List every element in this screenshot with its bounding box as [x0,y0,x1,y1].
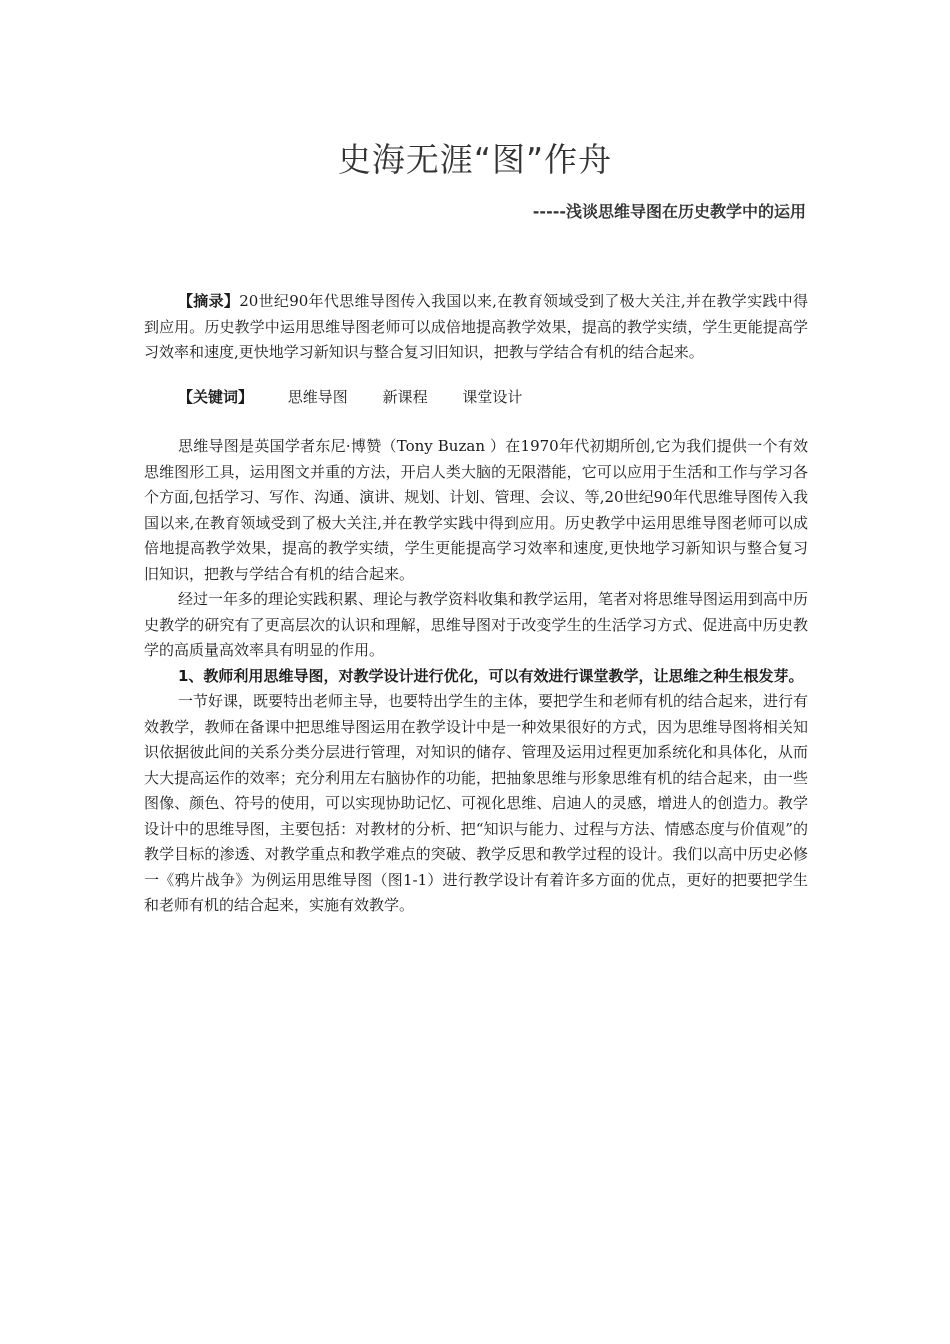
section-heading: 1、教师利用思维导图，对教学设计进行优化，可以有效进行课堂教学，让思维之种生根发芽。 [178,666,804,685]
body-paragraph: 思维导图是英国学者东尼·博赞（Tony Buzan ）在1970年代初期所创,它为我们提供一个有效思维图形工具，运用图文并重的方法，开启人类大脑的无限潜能，它可以应用于生活和工作与学习各个方面,包括学习、写作、沟通、演讲、规划、计划、管理、会议、等,20世纪90年代思维导图传入我国以来,在教育领域受到了极大关注,并在教学实践中得到应用。历史教学中运用思维导图老师可以成倍地提高教学效果，提高的教学实绩，学生更能提高学习效率和速度,更快地学习新知识与整合复习旧知识，把教与学结合有机的结合起来。 [144,437,808,583]
abstract-text: 20世纪90年代思维导图传入我国以来,在教育领域受到了极大关注,并在教学实践中得到应用。历史教学中运用思维导图老师可以成倍地提高教学效果，提高的教学实绩，学生更能提高学习效率和速度,更快地学习新知识与整合复习旧知识，把教与学结合有机的结合起来。 [144,292,808,361]
keyword-item: 课堂设计 [462,388,523,406]
abstract-label: 【摘录】 [178,292,240,310]
keyword-item: 新课程 [382,388,428,406]
body-paragraph: 经过一年多的理论实践积累、理论与教学资料收集和教学运用，笔者对将思维导图运用到高中历史教学的研究有了更高层次的认识和理解，思维导图对于改变学生的生活学习方式、促进高中历史教学的高质量高效率具有明显的作用。 [144,590,809,659]
keywords-label: 【关键词】 [178,388,254,406]
keyword-item: 思维导图 [287,388,348,406]
keywords-line [178,385,842,410]
body-text [144,434,808,919]
document-title: 史海无涯“图”作舟 [337,140,613,179]
document-subtitle: -----浅谈思维导图在历史教学中的运用 [532,202,806,221]
abstract-paragraph [144,289,808,366]
body-paragraph: 一节好课，既要特出老师主导，也要特出学生的主体，要把学生和老师有机的结合起来，进行有效教学，教师在备课中把思维导图运用在教学设计中是一种效果很好的方式，因为思维导图将相关知识依据彼此间的关系分类分层进行管理，对知识的储存、管理及运用过程更加系统化和具体化，从而大大提高运作的效率；充分利用左右脑协作的功能，把抽象思维与形象思维有机的结合起来，由一些图像、颜色、符号的使用，可以实现协助记忆、可视化思维、启迪人的灵感，增进人的创造力。教学设计中的思维导图，主要包括：对教材的分析、把“知识与能力、过程与方法、情感态度与价值观”的教学目标的渗透、对教学重点和教学难点的突破、教学反思和教学过程的设计。我们以高中历史必修一《鸦片战争》为例运用思维导图（图1-1）进行教学设计有着许多方面的优点，更好的把要把学生和老师有机的结合起来，实施有效教学。 [144,692,809,914]
